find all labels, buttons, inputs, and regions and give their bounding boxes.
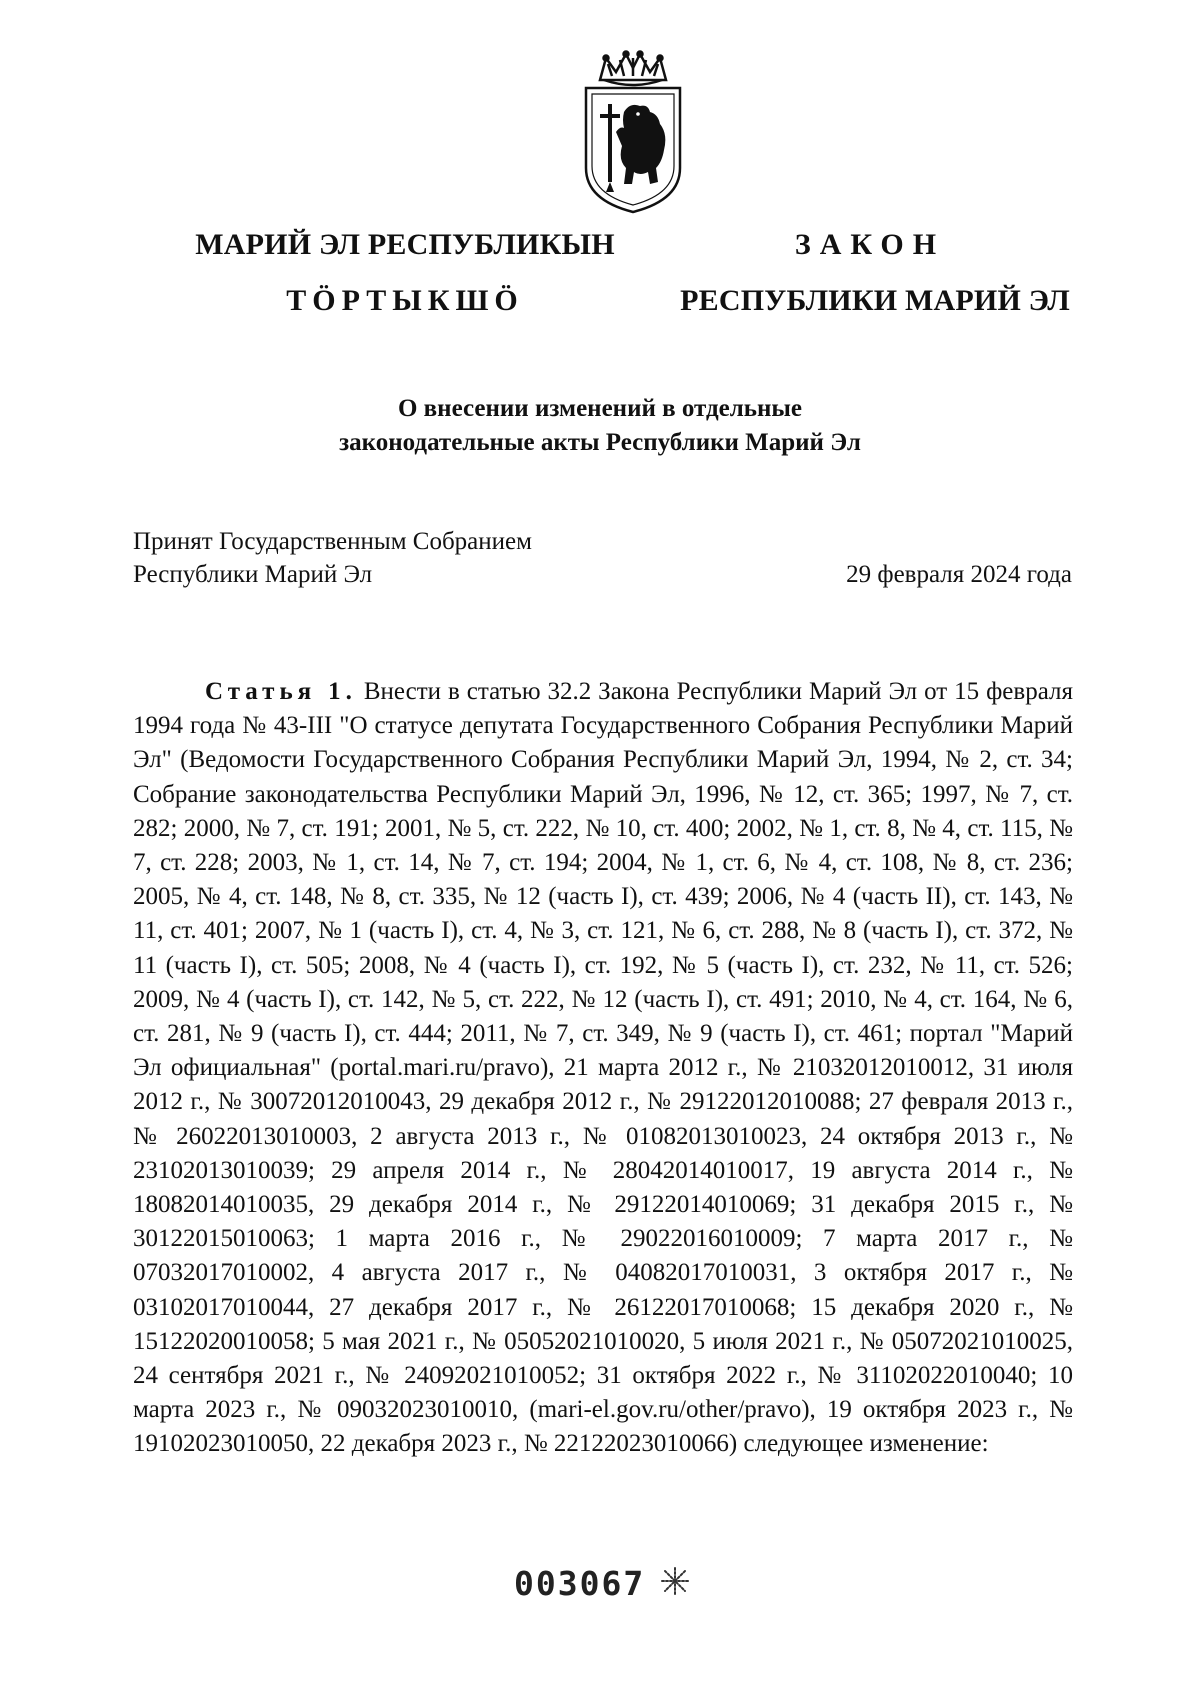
- document-serial-number: 003067: [514, 1564, 646, 1603]
- header-right-line1: ЗАКОН: [794, 228, 946, 261]
- article-1: [133, 675, 1073, 1462]
- adoption-line1: Принят Государственным Собранием: [133, 528, 532, 555]
- article-1-label: Статья 1.: [205, 678, 357, 705]
- article-1-text: Внести в статью 32.2 Закона Республики Марий Эл от 15 февраля 1994 года № 43-III "О статусе депутата Государственного Собрания Республики Марий Эл" (Ведомости Государственного Собрания Республики Марий Эл, 1994, № 2, ст. 34; Собрание законодательства Республики Марий Эл, 1996, № 12, ст. 365; 1997, № 7, ст. 282; 2000, № 7, ст. 191; 2001, № 5, ст. 222, № 10, ст. 400; 2002, № 1, ст. 8, № 4, ст. 115, № 7, ст. 228; 2003, № 1, ст. 14, № 7, ст. 194; 2004, № 1, ст. 6, № 4, ст. 108, № 8, ст. 236; 2005, № 4, ст. 148, № 8, ст. 335, № 12 (часть I), ст. 439; 2006, № 4 (часть II), ст. 143, № 11, ст. 401; 2007, № 1 (часть I), ст. 4, № 3, ст. 121, № 6, ст. 288, № 8 (часть I), ст. 372, № 11 (часть I), ст. 505; 2008, № 4 (часть I), ст. 192, № 5 (часть I), ст. 232, № 11, ст. 526; 2009, № 4 (часть I), ст. 142, № 5, ст. 222, № 12 (часть I), ст. 491; 2010, № 4, ст. 164, № 6, ст. 281, № 9 (часть I), ст. 444; 2011, № 7, ст. 349, № 9 (часть I), ст. 461; портал "Марий Эл официальная" (portal.mari.ru/pravo), 21 марта 2012 г., № 21032012010012, 31 июля 2012 г., № 30072012010043, 29 декабря 2012 г., № 29122012010088; 27 февраля 2013 г., № 26022013010003, 2 августа 2013 г., № 01082013010023, 24 октября 2013 г., № 23102013010039; 29 апреля 2014 г., № 28042014010017, 19 августа 2014 г., № 18082014010035, 29 декабря 2014 г., № 29122014010069; 31 декабря 2015 г., № 30122015010063; 1 марта 2016 г., № 29022016010009; 7 марта 2017 г., № 07032017010002, 4 августа 2017 г., № 04082017010031, 3 октября 2017 г., № 03102017010044, 27 декабря 2017 г., № 26122017010068; 15 декабря 2020 г., № 15122020010058; 5 мая 2021 г., № 05052021010020, 5 июля 2021 г., № 05072021010025, 24 сентября 2021 г., № 24092021010052; 31 октября 2022 г., № 31102022010040; 10 марта 2023 г., № 09032023010010, (mari-el.gov.ru/other/pravo), 19 октября 2023 г., № 19102023010050, 22 декабря 2023 г., № 22122023010066) следующее изменение:: [133, 678, 1073, 1458]
- law-title-line2: законодательные акты Республики Марий Эл: [339, 429, 861, 456]
- adoption-date: 29 февраля 2024 года: [846, 561, 1072, 588]
- adoption-statement: [133, 525, 532, 591]
- law-title-line1: О внесении изменений в отдельные: [397, 395, 803, 422]
- coat-of-arms-icon: [578, 50, 688, 215]
- header-left-line1: МАРИЙ ЭЛ РЕСПУБЛИКЫН: [195, 228, 615, 261]
- adoption-line2: Республики Марий Эл: [133, 561, 373, 588]
- header-left-line2: ТӦРТЫКШӦ: [286, 284, 524, 317]
- stamp-asterisk-icon: [660, 1566, 690, 1596]
- header-right-line2: РЕСПУБЛИКИ МАРИЙ ЭЛ: [680, 284, 1070, 317]
- law-title: [150, 392, 1050, 460]
